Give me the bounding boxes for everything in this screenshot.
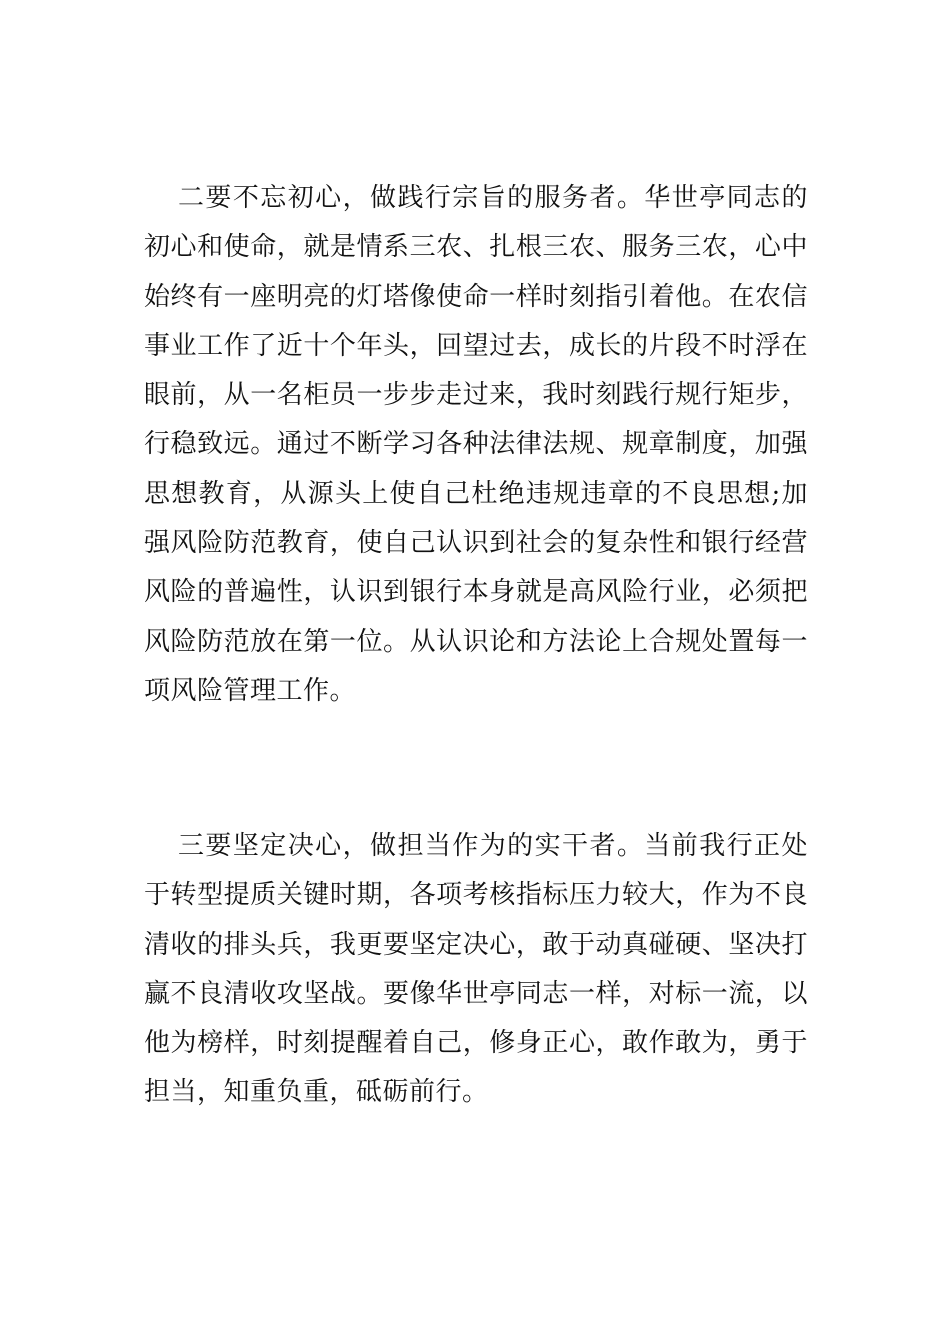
- paragraph-determination: 三要坚定决心，做担当作为的实干者。当前我行正处于转型提质关键时期，各项考核指标压力较大，作为不良清收的排头兵，我更要坚定决心，敢于动真碰硬、坚决打赢不良清收攻坚战。要像华世亭同志一样，对标一流，以他为榜样，时刻提醒着自己，修身正心，敢作敢为，勇于担当，知重负重，砥砺前行。: [144, 831, 808, 1108]
- paragraph-commitment: 二要不忘初心，做践行宗旨的服务者。华世亭同志的初心和使命，就是情系三农、扎根三农、服务三农，心中始终有一座明亮的灯塔像使命一样时刻指引着他。在农信事业工作了近十个年头，回望过去，成长的片段不时浮在眼前，从一名柜员一步步走过来，我时刻践行规行矩步，行稳致远。通过不断学习各种法律法规、规章制度，加强思想教育，从源头上使自己杜绝违规违章的不良思想;加强风险防范教育，使自己认识到社会的复杂性和银行经营风险的普遍性，认识到银行本身就是高风险行业，必须把风险防范放在第一位。从认识论和方法论上合规处置每一项风险管理工作。: [144, 183, 808, 706]
